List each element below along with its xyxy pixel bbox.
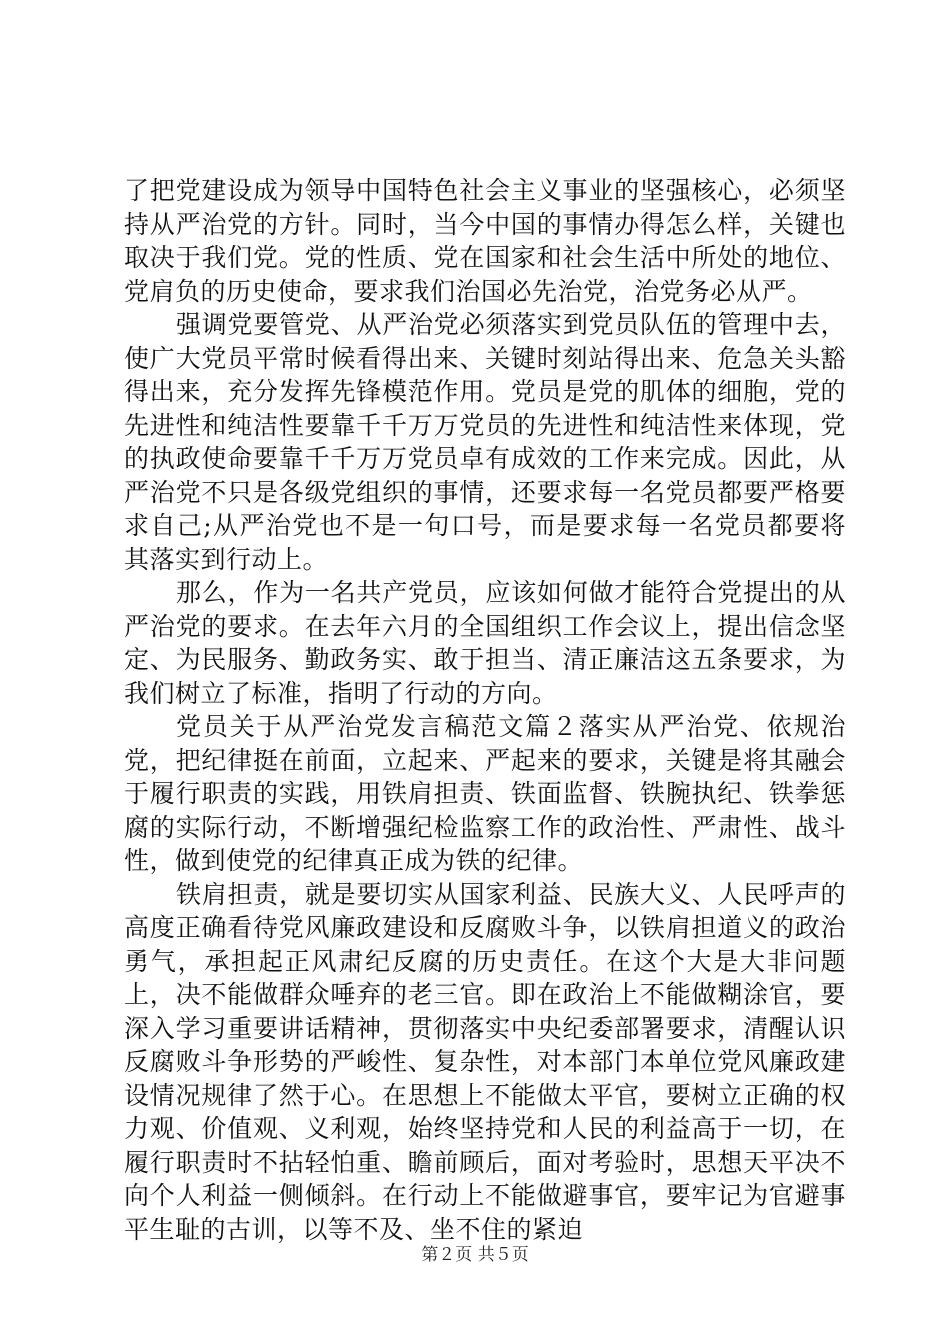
paragraph: 强调党要管党、从严治党必须落实到党员队伍的管理中去，使广大党员平常时候看得出来、关键时刻站得出来、危急关头豁得出来，充分发挥先锋模范作用。党员是党的肌体的细胞，党的先进性和纯洁性要靠千千万万党员的先进性和纯洁性来体现，党的执政使命要靠千千万万党员卓有成效的工作来完成。因此，从严治党不只是各级党组织的事情，还要求每一名党员都要严格要求自己;从严治党也不是一句口号，而是要求每一名党员都要将其落实到行动上。 bbox=[124, 310, 846, 574]
paragraph: 党员关于从严治党发言稿范文篇２落实从严治党、依规治党，把纪律挺在前面，立起来、严起来的要求，关键是将其融会于履行职责的实践，用铁肩担责、铁面监督、铁腕执纪、铁拳惩腐的实际行动，不断增强纪检监察工作的政治性、严肃性、战斗性，做到使党的纪律真正成为铁的纪律。 bbox=[124, 712, 846, 875]
page-number-footer: 第２页 共５页 bbox=[421, 1245, 529, 1265]
paragraph: 那么，作为一名共产党员，应该如何做才能符合党提出的从严治党的要求。在去年六月的全国组织工作会议上，提出信念坚定、为民服务、勤政务实、敢于担当、清正廉洁这五条要求，为我们树立了标准，指明了行动的方向。 bbox=[124, 578, 846, 708]
document-body bbox=[124, 174, 846, 1246]
paragraph: 铁肩担责，就是要切实从国家利益、民族大义、人民呼声的高度正确看待党风廉政建设和反腐败斗争，以铁肩担道义的政治勇气，承担起正风肃纪反腐的历史责任。在这个大是大非问题上，决不能做群众唾弃的老三官。即在政治上不能做糊涂官，要深入学习重要讲话精神，贯彻落实中央纪委部署要求，清醒认识反腐败斗争形势的严峻性、复杂性，对本部门本单位党风廉政建设情况规律了然于心。在思想上不能做太平官，要树立正确的权力观、价值观、义利观，始终坚持党和人民的利益高于一切，在履行职责时不拈轻怕重、瞻前顾后，面对考验时，思想天平决不向个人利益一侧倾斜。在行动上不能做避事官，要牢记为官避事平生耻的古训，以等不及、坐不住的紧迫 bbox=[124, 879, 846, 1244]
paragraph-continuation: 了把党建设成为领导中国特色社会主义事业的坚强核心，必须坚持从严治党的方针。同时，当今中国的事情办得怎么样，关键也取决于我们党。党的性质、党在国家和社会生活中所处的地位、党肩负的历史使命，要求我们治国必先治党，治党务必从严。 bbox=[124, 176, 846, 306]
